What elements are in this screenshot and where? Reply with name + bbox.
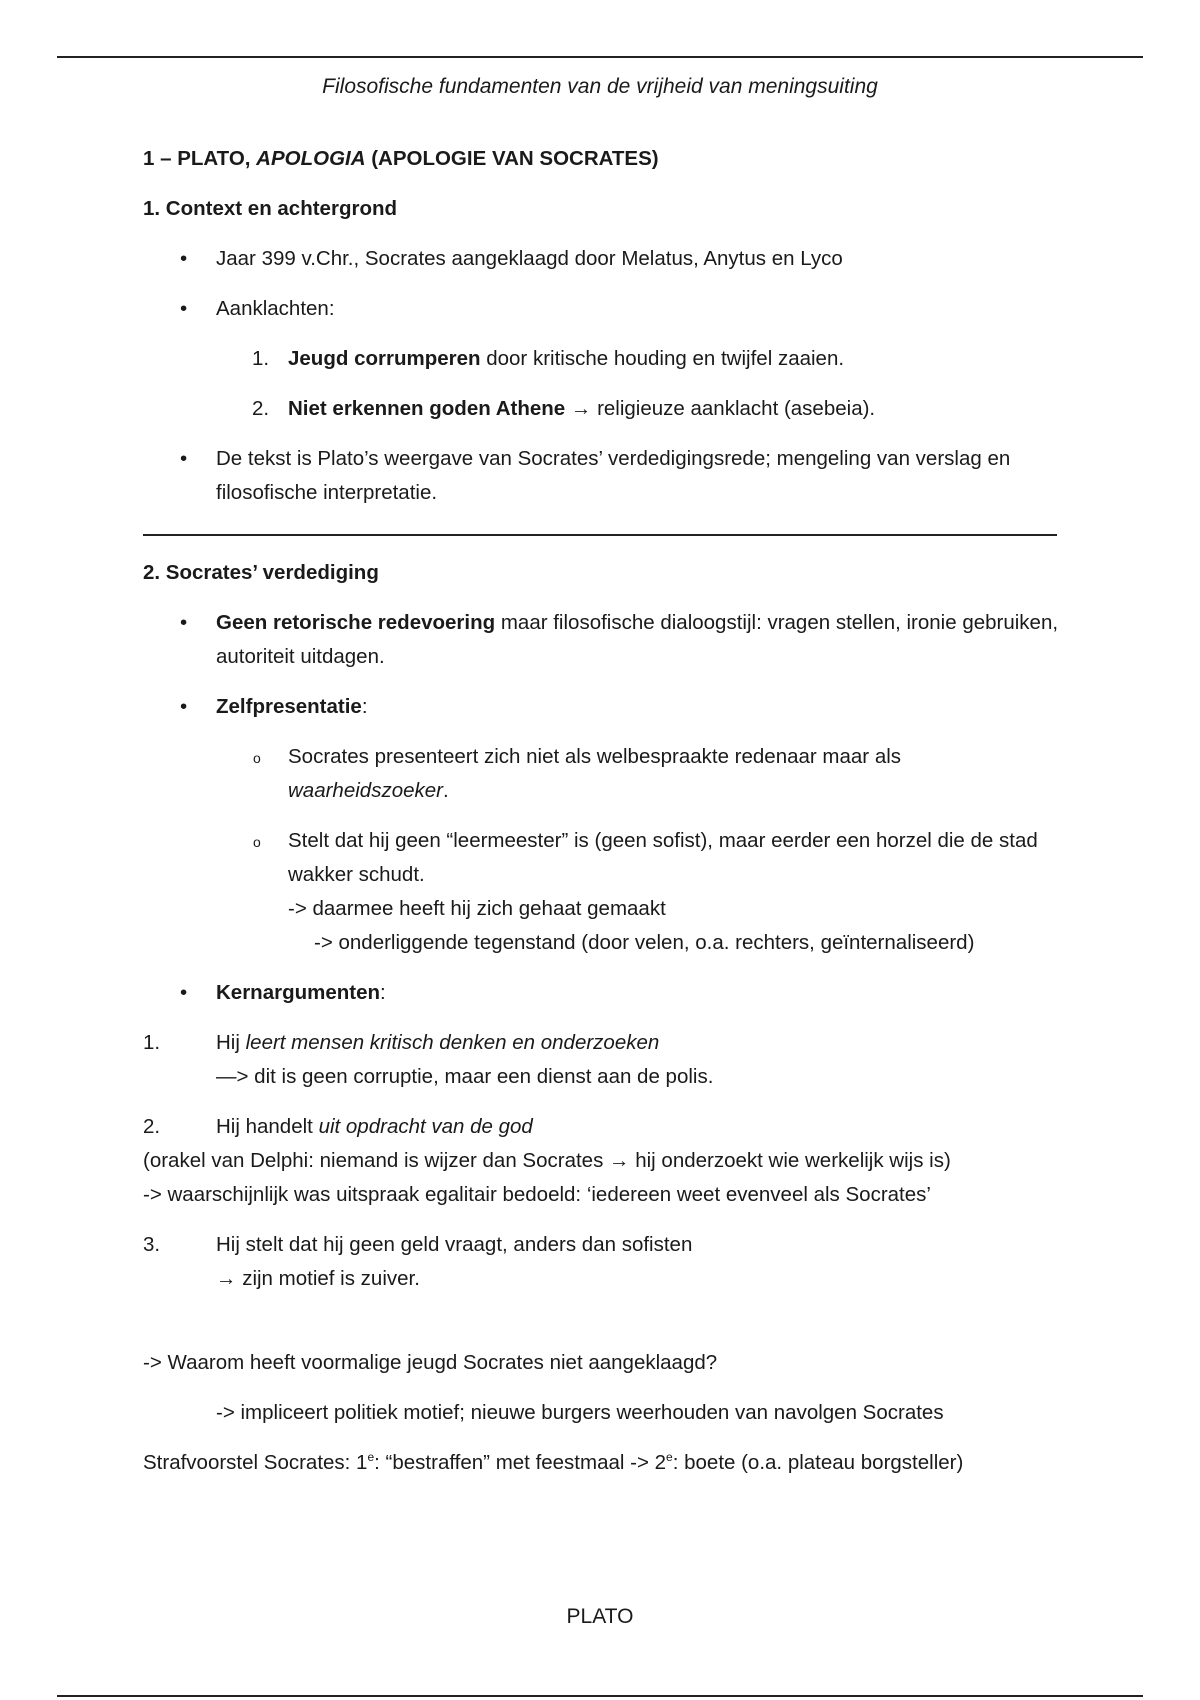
charge-item [143, 342, 1063, 376]
charges-list [143, 342, 1063, 426]
sub-item-line2: -> daarmee heeft hij zich gehaat gemaakt [288, 897, 666, 920]
list-item-text: Jaar 399 v.Chr., Socrates aangeklaagd door Melatus, Anytus en Lyco [216, 247, 843, 270]
argument-line3: -> waarschijnlijk was uitspraak egalitair bedoeld: ‘iedereen weet evenveel als Socrates’ [143, 1183, 931, 1206]
penalty-sup2: e [666, 1450, 673, 1465]
charge-number: 2. [252, 397, 270, 420]
argument-line2: (orakel van Delphi: niemand is wijzer dan Socrates → hij onderzoekt wie werkelijk wijs is) [143, 1149, 951, 1172]
chapter-title-suffix: (APOLOGIE VAN SOCRATES) [365, 147, 659, 170]
argument-line2: —> dit is geen corruptie, maar een dienst aan de polis. [216, 1065, 714, 1088]
document-body [143, 142, 1063, 1496]
list-item-bold: Zelfpresentatie [216, 695, 362, 718]
charge-bold: Jeugd corrumperen [288, 347, 481, 370]
sub-item-text: Stelt dat hij geen “leermeester” is (geen sofist), maar eerder een horzel die de stad wakker schudt. [288, 829, 1038, 886]
penalty-text-a: Strafvoorstel Socrates: 1 [143, 1451, 368, 1474]
argument-number: 2. [143, 1115, 161, 1138]
list-item-bold: Kernargumenten [216, 981, 381, 1004]
charge-bold: Niet erkennen goden Athene [288, 397, 566, 420]
charge-number: 1. [252, 347, 270, 370]
argument-italic: leert mensen kritisch denken en onderzoeken [245, 1031, 660, 1054]
section2-heading: 2. Socrates’ verdediging [143, 561, 379, 584]
penalty-text-b: : “bestraffen” met feestmaal -> 2 [374, 1451, 667, 1474]
charge-text: → religieuze aanklacht (asebeia). [565, 397, 876, 420]
sub-list-item [143, 740, 1063, 808]
charge-text: door kritische houding en twijfel zaaien. [480, 347, 845, 370]
argument-line2: → zijn motief is zuiver. [216, 1267, 420, 1290]
argument-text: Hij handelt [216, 1115, 319, 1138]
running-header: Filosofische fundamenten van de vrijheid van meningsuiting [322, 75, 878, 98]
list-item [143, 242, 1063, 276]
list-item-text: maar filosofische dialoogstijl: vragen stellen, ironie gebruiken, autoriteit uitdagen. [216, 611, 1059, 668]
list-item-bold: Geen retorische redevoering [216, 611, 496, 634]
argument-item [143, 1110, 1063, 1212]
spacer [143, 1312, 1063, 1346]
argument-italic: uit opdracht van de god [318, 1115, 533, 1138]
section1-list-cont [143, 442, 1063, 510]
sub-list-item [143, 824, 1063, 960]
note-question: -> Waarom heeft voormalige jeugd Socrates niet aangeklaagd? [143, 1351, 718, 1374]
sub-item-end: . [442, 779, 449, 802]
sub-item-line3: -> onderliggende tegenstand (door velen, o.a. rechters, geïnternaliseerd) [314, 931, 975, 954]
list-item [143, 442, 1063, 510]
argument-item [143, 1026, 1063, 1094]
chapter-title-prefix: 1 – PLATO, [143, 147, 257, 170]
section-divider [143, 534, 1057, 536]
self-presentation-list [143, 740, 1063, 960]
argument-text: Hij stelt dat hij geen geld vraagt, anders dan sofisten [216, 1233, 693, 1256]
argument-head [143, 1110, 1063, 1144]
page-footer: PLATO [566, 1605, 634, 1628]
list-item-text: : [361, 695, 368, 718]
argument-number: 3. [143, 1233, 161, 1256]
chapter-title [143, 142, 1063, 176]
list-item [143, 292, 1063, 326]
list-item-text: Aanklachten: [216, 297, 335, 320]
list-item [143, 690, 1063, 724]
argument-text: Hij [216, 1031, 246, 1054]
section1-heading: 1. Context en achtergrond [143, 197, 398, 220]
note-answer: -> impliceert politiek motief; nieuwe burgers weerhouden van navolgen Socrates [216, 1401, 944, 1424]
argument-item [143, 1228, 1063, 1296]
section2-list [143, 606, 1063, 724]
list-item-text: : [380, 981, 386, 1004]
list-item [143, 606, 1063, 674]
argument-number: 1. [143, 1031, 161, 1054]
note-penalty [143, 1446, 1063, 1480]
list-item-text: De tekst is Plato’s weergave van Socrates’ verdedigingsrede; mengeling van verslag en filosofische interpretatie. [216, 447, 1011, 504]
list-item [143, 976, 1063, 1010]
section2-list-cont [143, 976, 1063, 1010]
penalty-sup1: e [367, 1450, 375, 1465]
chapter-title-work: APOLOGIA [256, 147, 366, 170]
top-rule [57, 56, 1143, 58]
sub-item-italic: waarheidszoeker [288, 779, 443, 802]
section1-list [143, 242, 1063, 326]
penalty-text-c: : boete (o.a. plateau borgsteller) [672, 1451, 964, 1474]
charge-item [143, 392, 1063, 426]
bottom-rule [57, 1695, 1143, 1697]
sub-item-text: Socrates presenteert zich niet als welbespraakte redenaar maar als [288, 745, 902, 768]
